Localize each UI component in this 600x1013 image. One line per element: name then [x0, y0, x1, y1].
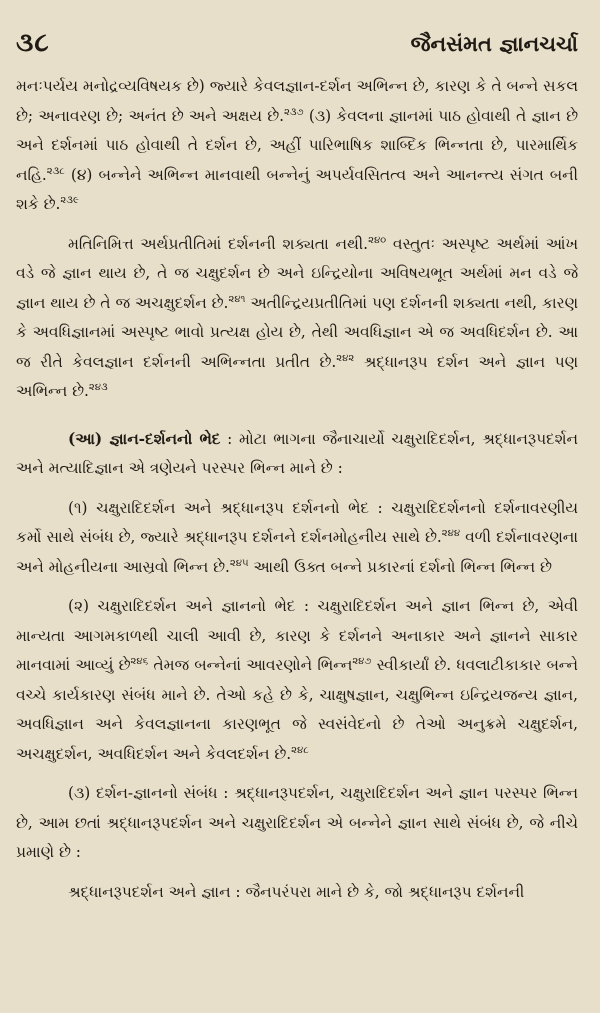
- paragraph-text: (૪) બન્નેને અભિન્ન માનવાથી બન્નેનું અપર્યવસિતત્વ અને આનન્ત્ય સંગત બની શકે છે.: [16, 165, 578, 213]
- paragraph-text: સ્વીકાર્યાં છે. ધવલાટીકાકાર બન્ને વચ્ચે કાર્યકારણ સંબંધ માને છે. તેઓ કહે છે કે, ચાક્ષુષજ્ઞાન, ચક્ષુભિન્ન ઇન્દ્રિયજન્ય જ્ઞાન, અવધિજ્ઞાન અને કેવલજ્ઞાનના કારણભૂત જે સ્વસંવેદનો છે તેઓ અનુક્રમે ચક્ષુદર્શન, અચક્ષુદર્શન, અવધિદર્શન અને કેવલદર્શન છે.: [16, 656, 578, 763]
- section-heading: (આ) જ્ઞાન-દર્શનનો ભેદ: [68, 429, 221, 448]
- footnote-ref: ૨૩૯: [60, 194, 79, 206]
- paragraph-2: [16, 230, 578, 407]
- paragraph-text: શ્રદ્ધાનરૂપદર્શન અને જ્ઞાન : જૈનપરંપરા માને છે કે, જો શ્રદ્ધાનરૂપ દર્શનની: [68, 882, 525, 901]
- running-title: જૈનસંમત જ્ઞાનચર્ચા: [410, 31, 578, 56]
- footnote-ref: ૨૪૩: [88, 381, 108, 393]
- paragraph-5: [16, 592, 578, 769]
- page-header: [16, 28, 578, 72]
- paragraph-7: [16, 878, 578, 908]
- paragraph-text: વળી દર્શનાવરણના અને મોહનીયના આસ્રવો ભિન્ન છે.: [16, 528, 578, 576]
- footnote-ref: ૨૪૪: [441, 527, 461, 539]
- paragraph-text: મનઃપર્યય મનોદ્રવ્યવિષયક છે) જ્યારે કેવલજ્ઞાન-દર્શન અભિન્ન છે, કારણ કે તે બન્ને સકલ છે; અનાવરણ છે; અનંત છે અને અક્ષય છે.: [16, 77, 578, 125]
- paragraph-text: મતિનિમિત્ત અર્થપ્રતીતિમાં દર્શનની શક્યતા નથી.: [68, 234, 369, 253]
- paragraph-text: વસ્તુતઃ અસ્પૃષ્ટ અર્થમાં આંખ વડે જે જ્ઞાન થાય છે, તે જ ચક્ષુદર્શન છે અને ઇન્દ્રિયોના અવિષયભૂત અર્થમાં મન વડે જે જ્ઞાન થાય છે તે જ અચક્ષુદર્શન છે.: [16, 234, 578, 312]
- paragraph-text: (૩) દર્શન-જ્ઞાનનો સંબંધ : શ્રદ્ધાનરૂપદર્શન, ચક્ષુરાદિદર્શન અને જ્ઞાન પરસ્પર ભિન્ન છે, આમ છતાં શ્રદ્ધાનરૂપદર્શન અને ચક્ષુરાદિદર્શન એ બન્નેને જ્ઞાન સાથે સંબંધ છે, જે નીચે પ્રમાણે છે :: [16, 784, 578, 861]
- paragraph-text: (૧) ચક્ષુરાદિદર્શન અને શ્રદ્ધાનરૂપ દર્શનનો ભેદ : ચક્ષુરાદિદર્શનનો દર્શનાવરણીય કર્મો સાથે સંબંધ છે, જ્યારે શ્રદ્ધાનરૂપ દર્શનને દર્શનમોહનીય સાથે છે.: [16, 498, 578, 546]
- footnote-ref: ૨૪૬: [130, 655, 149, 667]
- footnote-ref: ૨૩૮: [46, 165, 65, 177]
- footnote-ref: ૨૩૭: [284, 106, 304, 118]
- footnote-ref: ૨૪૨: [336, 352, 355, 364]
- paragraph-text: આથી ઉક્ત બન્ને પ્રકારનાં દર્શનો ભિન્ન ભિન્ન છે: [248, 557, 552, 576]
- paragraph-6: [16, 779, 578, 868]
- page-number: ૩૮: [16, 28, 50, 58]
- paragraph-text: (૩) કેવલના જ્ઞાનમાં પાઠ હોવાથી તે જ્ઞાન છે અને દર્શનમાં પાઠ હોવાથી તે દર્શન છે, અહીં પારિભાષિક શાબ્દિક ભિન્નતા છે, પારમાર્થિક નહિ.: [16, 106, 578, 184]
- paragraph-text: તેમજ બન્નેનાં આવરણોને ભિન્ન: [148, 656, 353, 674]
- paragraph-text: અતીન્દ્રિયપ્રતીતિમાં પણ દર્શનની શક્યતા નથી, કારણ કે અવધિજ્ઞાનમાં અસ્પૃષ્ટ ભાવો પ્રત્યક્ષ હોય છે, તેથી અવધિજ્ઞાન એ જ અવધિદર્શન છે. આ જ રીતે કેવલજ્ઞાન દર્શનની અભિન્નતા પ્રતીત છે.: [16, 293, 578, 371]
- paragraph-text: (૨) ચક્ષુરાદિદર્શન અને જ્ઞાનનો ભેદ : ચક્ષુરાદિદર્શન અને જ્ઞાન ભિન્ન છે, એવી માન્યતા આગમકાળથી ચાલી આવી છે, કારણ કે દર્શનને અનાકાર અને જ્ઞાનને સાકાર માનવામાં આવ્યું છે: [16, 597, 578, 674]
- paragraph-text: : મોટા ભાગના જૈનાચાર્યો ચક્ષુરાદિદર્શન, શ્રદ્ધાનરૂપદર્શન અને મત્યાદિજ્ઞાન એ ત્રણેયને પરસ્પર ભિન્ન માને છે :: [16, 429, 578, 477]
- body-text: [16, 72, 578, 907]
- footnote-ref: ૨૪૦: [368, 234, 387, 246]
- footnote-ref: ૨૪૫: [229, 557, 249, 569]
- paragraph-1: [16, 72, 578, 220]
- footnote-ref: ૨૪૧: [228, 293, 246, 305]
- paragraph-4: [16, 494, 578, 583]
- paragraph-3: [16, 425, 578, 484]
- footnote-ref: ૨૪૭: [352, 655, 372, 667]
- footnote-ref: ૨૪૮: [291, 744, 309, 756]
- paragraph-text: શ્રદ્ધાનરૂપ દર્શન અને જ્ઞાન પણ અભિન્ન છે.: [16, 352, 578, 400]
